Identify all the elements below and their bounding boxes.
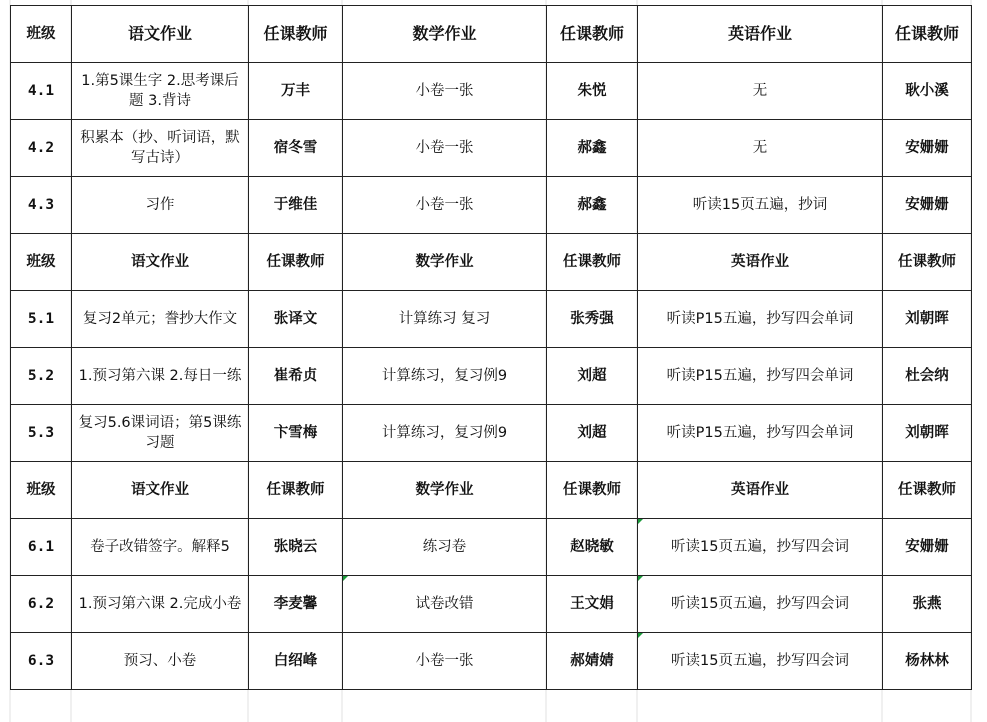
table-row — [11, 291, 972, 348]
table-row — [11, 63, 972, 120]
header-teacher[interactable]: 任课教师 — [883, 462, 972, 519]
header-math[interactable]: 数学作业 — [343, 234, 547, 291]
class-cell[interactable]: 6.3 — [11, 633, 72, 690]
header-chinese[interactable]: 语文作业 — [72, 462, 249, 519]
header-english[interactable]: 英语作业 — [638, 462, 883, 519]
table-row — [11, 633, 972, 690]
english-teacher-cell[interactable]: 杨林林 — [883, 633, 972, 690]
header-teacher[interactable]: 任课教师 — [547, 234, 638, 291]
math-homework-cell[interactable]: 小卷一张 — [343, 63, 547, 120]
header-row — [11, 462, 972, 519]
math-homework-cell[interactable]: 小卷一张 — [343, 177, 547, 234]
table-row — [11, 348, 972, 405]
math-teacher-cell[interactable]: 王文娟 — [547, 576, 638, 633]
math-homework-cell[interactable]: 计算练习，复习例9 — [343, 405, 547, 462]
english-homework-cell[interactable]: 听读15页五遍，抄词 — [638, 177, 883, 234]
english-teacher-cell[interactable]: 安姗姗 — [883, 519, 972, 576]
header-english[interactable]: 英语作业 — [638, 234, 883, 291]
header-class[interactable]: 班级 — [11, 6, 72, 63]
math-homework-cell[interactable]: 练习卷 — [343, 519, 547, 576]
header-english[interactable]: 英语作业 — [638, 6, 883, 63]
chinese-teacher-cell[interactable]: 万丰 — [249, 63, 343, 120]
header-teacher[interactable]: 任课教师 — [547, 6, 638, 63]
math-homework-cell[interactable]: 计算练习，复习例9 — [343, 348, 547, 405]
header-math[interactable]: 数学作业 — [343, 462, 547, 519]
chinese-homework-cell[interactable]: 复习5.6课词语；第5课练习题 — [72, 405, 249, 462]
table-row — [11, 576, 972, 633]
chinese-teacher-cell[interactable]: 白绍峰 — [249, 633, 343, 690]
header-class[interactable]: 班级 — [11, 462, 72, 519]
chinese-homework-cell[interactable]: 预习、小卷 — [72, 633, 249, 690]
english-homework-cell[interactable]: 听读P15五遍，抄写四会单词 — [638, 348, 883, 405]
chinese-homework-cell[interactable]: 复习2单元；誊抄大作文 — [72, 291, 249, 348]
english-teacher-cell[interactable]: 刘朝晖 — [883, 291, 972, 348]
header-teacher[interactable]: 任课教师 — [249, 6, 343, 63]
math-teacher-cell[interactable]: 刘超 — [547, 405, 638, 462]
english-teacher-cell[interactable]: 安姗姗 — [883, 177, 972, 234]
math-teacher-cell[interactable]: 朱悦 — [547, 63, 638, 120]
math-teacher-cell[interactable]: 刘超 — [547, 348, 638, 405]
english-teacher-cell[interactable]: 张燕 — [883, 576, 972, 633]
class-cell[interactable]: 5.1 — [11, 291, 72, 348]
english-homework-cell[interactable]: 听读15页五遍，抄写四会词 — [638, 576, 883, 633]
chinese-homework-cell[interactable]: 1.预习第六课 2.完成小卷 — [72, 576, 249, 633]
class-cell[interactable]: 4.3 — [11, 177, 72, 234]
chinese-teacher-cell[interactable]: 李麦馨 — [249, 576, 343, 633]
header-teacher[interactable]: 任课教师 — [883, 6, 972, 63]
header-teacher[interactable]: 任课教师 — [249, 462, 343, 519]
english-teacher-cell[interactable]: 耿小溪 — [883, 63, 972, 120]
math-homework-cell[interactable]: 计算练习 复习 — [343, 291, 547, 348]
chinese-teacher-cell[interactable]: 于维佳 — [249, 177, 343, 234]
chinese-teacher-cell[interactable]: 崔希贞 — [249, 348, 343, 405]
chinese-homework-cell[interactable]: 积累本（抄、听词语，默写古诗） — [72, 120, 249, 177]
math-teacher-cell[interactable]: 郝婧婧 — [547, 633, 638, 690]
chinese-teacher-cell[interactable]: 卞雪梅 — [249, 405, 343, 462]
class-cell[interactable]: 5.2 — [11, 348, 72, 405]
english-homework-cell[interactable]: 听读P15五遍，抄写四会单词 — [638, 291, 883, 348]
header-teacher[interactable]: 任课教师 — [883, 234, 972, 291]
header-class[interactable]: 班级 — [11, 234, 72, 291]
english-homework-cell[interactable]: 听读P15五遍，抄写四会单词 — [638, 405, 883, 462]
chinese-homework-cell[interactable]: 1.第5课生字 2.思考课后题 3.背诗 — [72, 63, 249, 120]
table-row — [11, 405, 972, 462]
chinese-teacher-cell[interactable]: 张晓云 — [249, 519, 343, 576]
header-row — [11, 6, 972, 63]
chinese-homework-cell[interactable]: 卷子改错签字。解释5 — [72, 519, 249, 576]
chinese-homework-cell[interactable]: 1.预习第六课 2.每日一练 — [72, 348, 249, 405]
header-chinese[interactable]: 语文作业 — [72, 6, 249, 63]
english-teacher-cell[interactable]: 刘朝晖 — [883, 405, 972, 462]
math-teacher-cell[interactable]: 郝鑫 — [547, 177, 638, 234]
header-row — [11, 234, 972, 291]
class-cell[interactable]: 6.1 — [11, 519, 72, 576]
english-homework-cell[interactable]: 无 — [638, 120, 883, 177]
header-teacher[interactable]: 任课教师 — [547, 462, 638, 519]
table-row — [11, 177, 972, 234]
class-cell[interactable]: 5.3 — [11, 405, 72, 462]
english-homework-cell[interactable]: 听读15页五遍，抄写四会词 — [638, 519, 883, 576]
class-cell[interactable]: 6.2 — [11, 576, 72, 633]
math-teacher-cell[interactable]: 赵晓敏 — [547, 519, 638, 576]
chinese-teacher-cell[interactable]: 宿冬雪 — [249, 120, 343, 177]
english-homework-cell[interactable]: 听读15页五遍，抄写四会词 — [638, 633, 883, 690]
chinese-teacher-cell[interactable]: 张译文 — [249, 291, 343, 348]
english-teacher-cell[interactable]: 杜会纳 — [883, 348, 972, 405]
math-homework-cell[interactable]: 小卷一张 — [343, 633, 547, 690]
math-homework-cell[interactable]: 试卷改错 — [343, 576, 547, 633]
english-homework-cell[interactable]: 无 — [638, 63, 883, 120]
header-chinese[interactable]: 语文作业 — [72, 234, 249, 291]
class-cell[interactable]: 4.1 — [11, 63, 72, 120]
english-teacher-cell[interactable]: 安姗姗 — [883, 120, 972, 177]
table-row — [11, 519, 972, 576]
header-teacher[interactable]: 任课教师 — [249, 234, 343, 291]
math-homework-cell[interactable]: 小卷一张 — [343, 120, 547, 177]
chinese-homework-cell[interactable]: 习作 — [72, 177, 249, 234]
table-row — [11, 120, 972, 177]
math-teacher-cell[interactable]: 张秀强 — [547, 291, 638, 348]
math-teacher-cell[interactable]: 郝鑫 — [547, 120, 638, 177]
homework-table — [10, 5, 972, 690]
class-cell[interactable]: 4.2 — [11, 120, 72, 177]
header-math[interactable]: 数学作业 — [343, 6, 547, 63]
